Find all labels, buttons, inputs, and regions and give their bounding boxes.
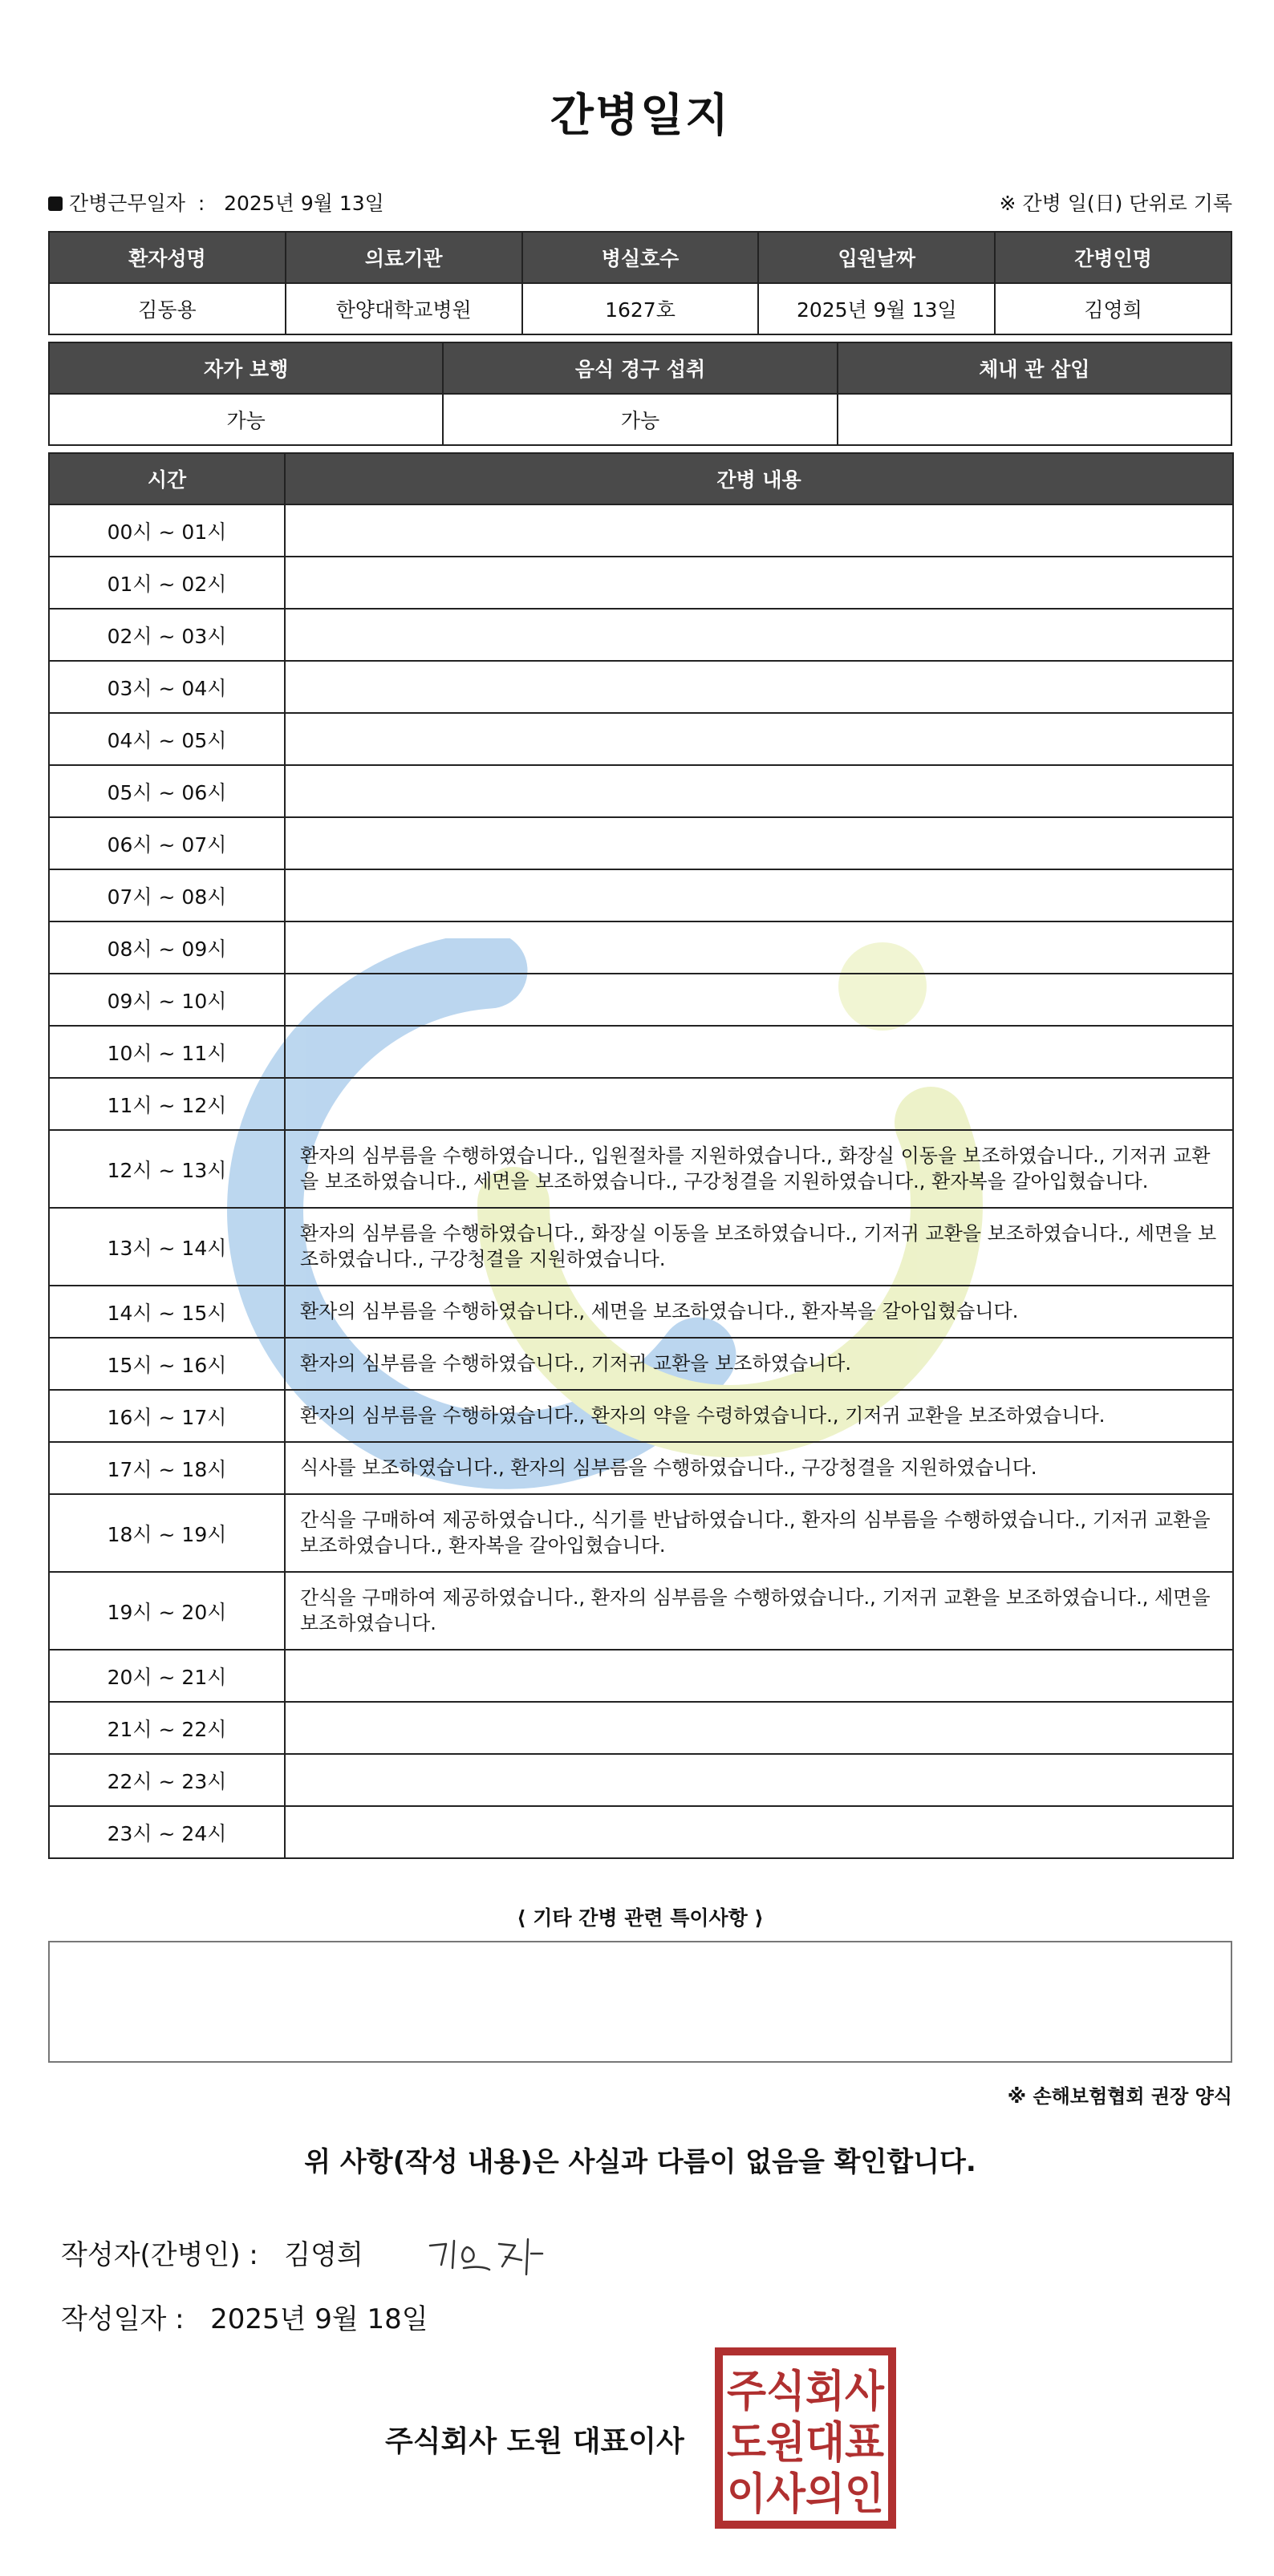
header-oral-intake: 음식 경구 섭취	[443, 342, 837, 394]
form-source-note: ※ 손해보험협회 권장 양식	[1007, 2085, 1232, 2108]
patient-info-table	[48, 231, 1232, 335]
time-slot: 14시 ~ 15시	[49, 1286, 285, 1338]
care-content: 환자의 심부름을 수행하였습니다., 환자의 약을 수령하였습니다., 기저귀 교환을 보조하였습니다.	[285, 1390, 1233, 1442]
admission-date: 2025년 9월 13일	[758, 283, 995, 334]
table-row	[49, 869, 1233, 921]
company-seal-stamp	[714, 2347, 897, 2529]
care-content	[285, 1078, 1233, 1130]
care-content	[285, 1650, 1233, 1702]
time-slot: 10시 ~ 11시	[49, 1026, 285, 1078]
written-date-label: 작성일자 :	[61, 2303, 185, 2335]
header-admission-date: 입원날짜	[758, 232, 995, 283]
care-content	[285, 609, 1233, 661]
patient-name: 김동용	[49, 283, 286, 334]
time-slot: 23시 ~ 24시	[49, 1806, 285, 1858]
care-log-header-row	[49, 453, 1233, 504]
header-time: 시간	[49, 453, 285, 504]
care-content	[285, 557, 1233, 609]
care-content	[285, 1026, 1233, 1078]
care-content	[285, 1702, 1233, 1754]
care-content	[285, 817, 1233, 869]
confirmation-statement: 위 사항(작성 내용)은 사실과 다름이 없음을 확인합니다.	[304, 2146, 976, 2178]
special-notes-box	[48, 1941, 1232, 2063]
header-hospital: 의료기관	[286, 232, 522, 283]
table-row	[49, 1572, 1233, 1650]
care-content: 환자의 심부름을 수행하였습니다., 기저귀 교환을 보조하였습니다.	[285, 1338, 1233, 1390]
care-content: 환자의 심부름을 수행하였습니다., 세면을 보조하였습니다., 환자복을 갈아입혔습니다.	[285, 1286, 1233, 1338]
time-slot: 15시 ~ 16시	[49, 1338, 285, 1390]
table-row	[49, 1702, 1233, 1754]
care-content: 간식을 구매하여 제공하였습니다., 환자의 심부름을 수행하였습니다., 기저귀 교환을 보조하였습니다., 세면을 보조하였습니다.	[285, 1572, 1233, 1650]
care-content: 환자의 심부름을 수행하였습니다., 화장실 이동을 보조하였습니다., 기저귀 교환을 보조하였습니다., 세면을 보조하였습니다., 구강청결을 지원하였습니다.	[285, 1208, 1233, 1286]
table-row	[49, 1650, 1233, 1702]
table-row	[49, 661, 1233, 713]
time-slot: 09시 ~ 10시	[49, 974, 285, 1026]
svg-text:이사의인: 이사의인	[727, 2469, 884, 2519]
table-row	[49, 557, 1233, 609]
table-row	[49, 1494, 1233, 1572]
table-row	[49, 765, 1233, 817]
table-row	[49, 974, 1233, 1026]
table-row	[49, 1026, 1233, 1078]
table-row	[49, 1130, 1233, 1208]
time-slot: 21시 ~ 22시	[49, 1702, 285, 1754]
care-content	[285, 713, 1233, 765]
work-date-label: 간병근무일자	[69, 192, 185, 215]
header-caregiver: 간병인명	[995, 232, 1231, 283]
svg-text:도원대표: 도원대표	[727, 2417, 884, 2468]
time-slot: 22시 ~ 23시	[49, 1754, 285, 1806]
care-content	[285, 1754, 1233, 1806]
table-row	[49, 1208, 1233, 1286]
care-content	[285, 661, 1233, 713]
handwritten-signature	[425, 2230, 554, 2286]
written-date-line	[61, 2297, 428, 2336]
time-slot: 03시 ~ 04시	[49, 661, 285, 713]
table-row	[49, 1442, 1233, 1494]
work-date-separator: :	[197, 192, 205, 215]
oral-intake-value: 가능	[443, 394, 837, 445]
time-slot: 08시 ~ 09시	[49, 921, 285, 974]
header-patient-name: 환자성명	[49, 232, 286, 283]
company-representative: 주식회사 도원 대표이사	[385, 2425, 684, 2458]
header-room: 병실호수	[522, 232, 759, 283]
work-date-value: 2025년 9월 13일	[224, 192, 384, 215]
patient-info-header-row	[49, 232, 1231, 283]
author-label: 작성자(간병인) :	[61, 2239, 258, 2271]
table-row	[49, 817, 1233, 869]
table-row	[49, 1338, 1233, 1390]
care-content	[285, 974, 1233, 1026]
patient-info-value-row	[49, 283, 1231, 334]
time-slot: 05시 ~ 06시	[49, 765, 285, 817]
room-number: 1627호	[522, 283, 759, 334]
care-content: 간식을 구매하여 제공하였습니다., 식기를 반납하였습니다., 환자의 심부름을 수행하였습니다., 기저귀 교환을 보조하였습니다., 환자복을 갈아입혔습니다.	[285, 1494, 1233, 1572]
table-row	[49, 1806, 1233, 1858]
table-row	[49, 609, 1233, 661]
square-bullet-icon	[48, 196, 63, 211]
care-content	[285, 765, 1233, 817]
svg-text:주식회사: 주식회사	[727, 2366, 885, 2416]
table-row	[49, 1390, 1233, 1442]
unit-note: ※ 간병 일(日) 단위로 기록	[999, 192, 1232, 215]
caregiver-name: 김영희	[995, 283, 1231, 334]
header-self-walking: 자가 보행	[49, 342, 443, 394]
page-title: 간병일지	[550, 90, 731, 142]
time-slot: 12시 ~ 13시	[49, 1130, 285, 1208]
tube-insertion-value	[838, 394, 1231, 445]
time-slot: 16시 ~ 17시	[49, 1390, 285, 1442]
header-care-content: 간병 내용	[285, 453, 1233, 504]
self-walking-value: 가능	[49, 394, 443, 445]
time-slot: 06시 ~ 07시	[49, 817, 285, 869]
table-row	[49, 921, 1233, 974]
care-content	[285, 921, 1233, 974]
table-row	[49, 1754, 1233, 1806]
ability-header-row	[49, 342, 1231, 394]
table-row	[49, 1286, 1233, 1338]
written-date-value: 2025년 9월 18일	[210, 2303, 428, 2335]
author-line	[61, 2233, 363, 2272]
time-slot: 13시 ~ 14시	[49, 1208, 285, 1286]
ability-value-row	[49, 394, 1231, 445]
time-slot: 07시 ~ 08시	[49, 869, 285, 921]
special-notes-title: ⟨ 기타 간병 관련 특이사항 ⟩	[517, 1906, 764, 1930]
care-content: 식사를 보조하였습니다., 환자의 심부름을 수행하였습니다., 구강청결을 지원하였습니다.	[285, 1442, 1233, 1494]
time-slot: 19시 ~ 20시	[49, 1572, 285, 1650]
time-slot: 17시 ~ 18시	[49, 1442, 285, 1494]
care-log-table	[48, 452, 1234, 1859]
header-tube-insertion: 체내 관 삽입	[838, 342, 1231, 394]
time-slot: 02시 ~ 03시	[49, 609, 285, 661]
hospital-name: 한양대학교병원	[286, 283, 522, 334]
table-row	[49, 504, 1233, 557]
care-content: 환자의 심부름을 수행하였습니다., 입원절차를 지원하였습니다., 화장실 이동을 보조하였습니다., 기저귀 교환을 보조하였습니다., 세면을 보조하였습니다., 구강청결을 지원하였습니다., 환자복을 갈아입혔습니다.	[285, 1130, 1233, 1208]
care-content	[285, 1806, 1233, 1858]
table-row	[49, 713, 1233, 765]
time-slot: 00시 ~ 01시	[49, 504, 285, 557]
time-slot: 04시 ~ 05시	[49, 713, 285, 765]
care-content	[285, 504, 1233, 557]
time-slot: 01시 ~ 02시	[49, 557, 285, 609]
author-name: 김영희	[284, 2239, 363, 2271]
time-slot: 20시 ~ 21시	[49, 1650, 285, 1702]
table-row	[49, 1078, 1233, 1130]
time-slot: 18시 ~ 19시	[49, 1494, 285, 1572]
work-date-row	[48, 188, 1232, 220]
care-content	[285, 869, 1233, 921]
time-slot: 11시 ~ 12시	[49, 1078, 285, 1130]
ability-table	[48, 342, 1232, 446]
